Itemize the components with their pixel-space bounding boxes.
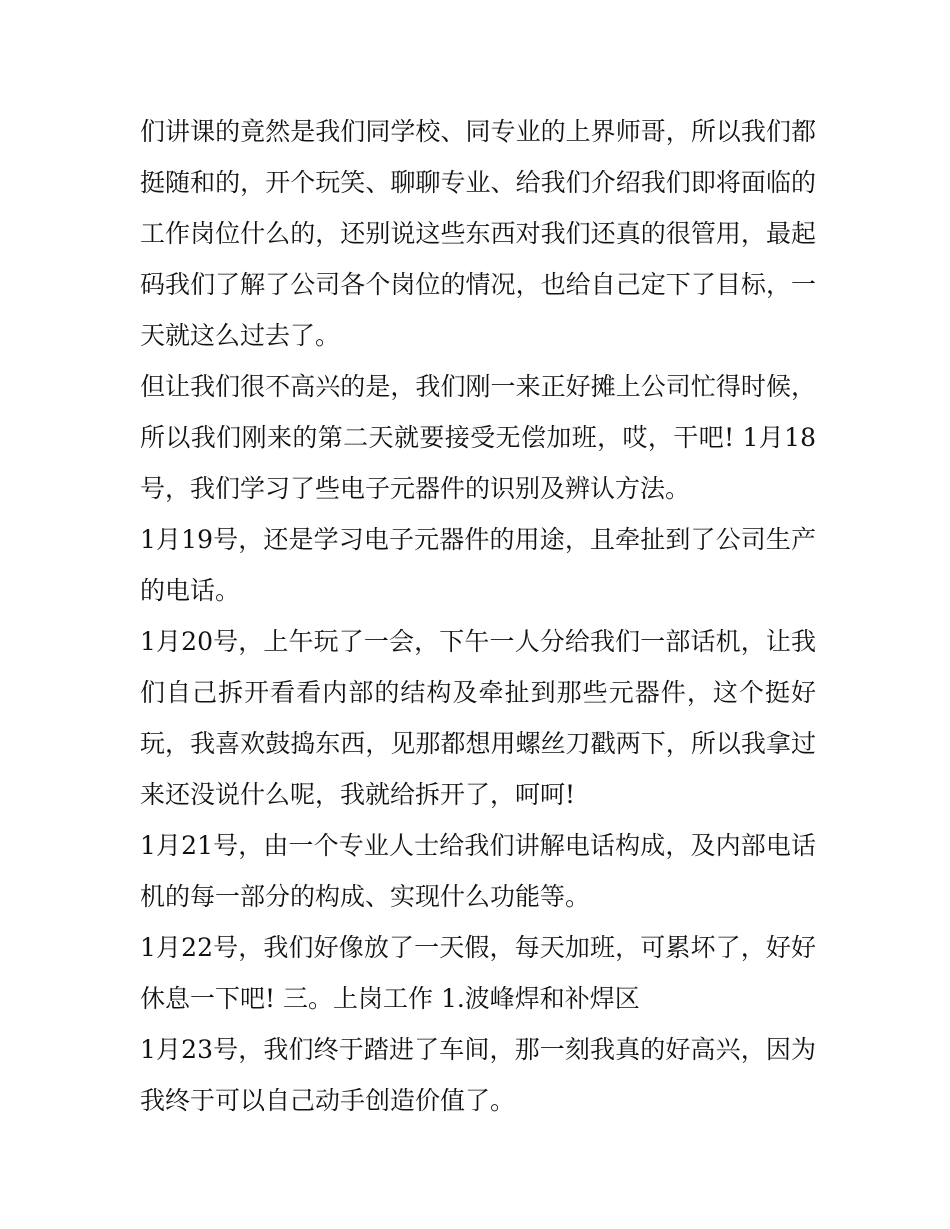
paragraph-1: 们讲课的竟然是我们同学校、同专业的上界师哥，所以我们都挺随和的，开个玩笑、聊聊专业、给我们介绍我们即将面临的工作岗位什么的，还别说这些东西对我们还真的很管用，最起码我们了解了公司各个岗位的情况，也给自己定下了目标，一天就这么过去了。 <box>140 117 816 350</box>
paragraph-4: 1月20号，上午玩了一会，下午一人分给我们一部话机，让我们自己拆开看看内部的结构及牵扯到那些元器件，这个挺好玩，我喜欢鼓捣东西，见那都想用螺丝刀戳两下，所以我拿过来还没说什么呢，我就给拆开了，呵呵! <box>140 627 816 809</box>
paragraph-5: 1月21号，由一个专业人士给我们讲解电话构成，及内部电话机的每一部分的构成、实现什么功能等。 <box>140 831 816 911</box>
document-body <box>140 106 816 1126</box>
paragraph-6: 1月22号，我们好像放了一天假，每天加班，可累坏了，好好休息一下吧! 三。上岗工作 1.波峰焊和补焊区 <box>140 933 816 1013</box>
paragraph-7: 1月23号，我们终于踏进了车间，那一刻我真的好高兴，因为我终于可以自己动手创造价值了。 <box>140 1035 816 1115</box>
paragraph-2: 但让我们很不高兴的是，我们刚一来正好摊上公司忙得时候，所以我们刚来的第二天就要接受无偿加班，哎，干吧! 1月18号，我们学习了些电子元器件的识别及辨认方法。 <box>140 372 816 503</box>
paragraph-3: 1月19号，还是学习电子元器件的用途，且牵扯到了公司生产的电话。 <box>140 525 816 605</box>
